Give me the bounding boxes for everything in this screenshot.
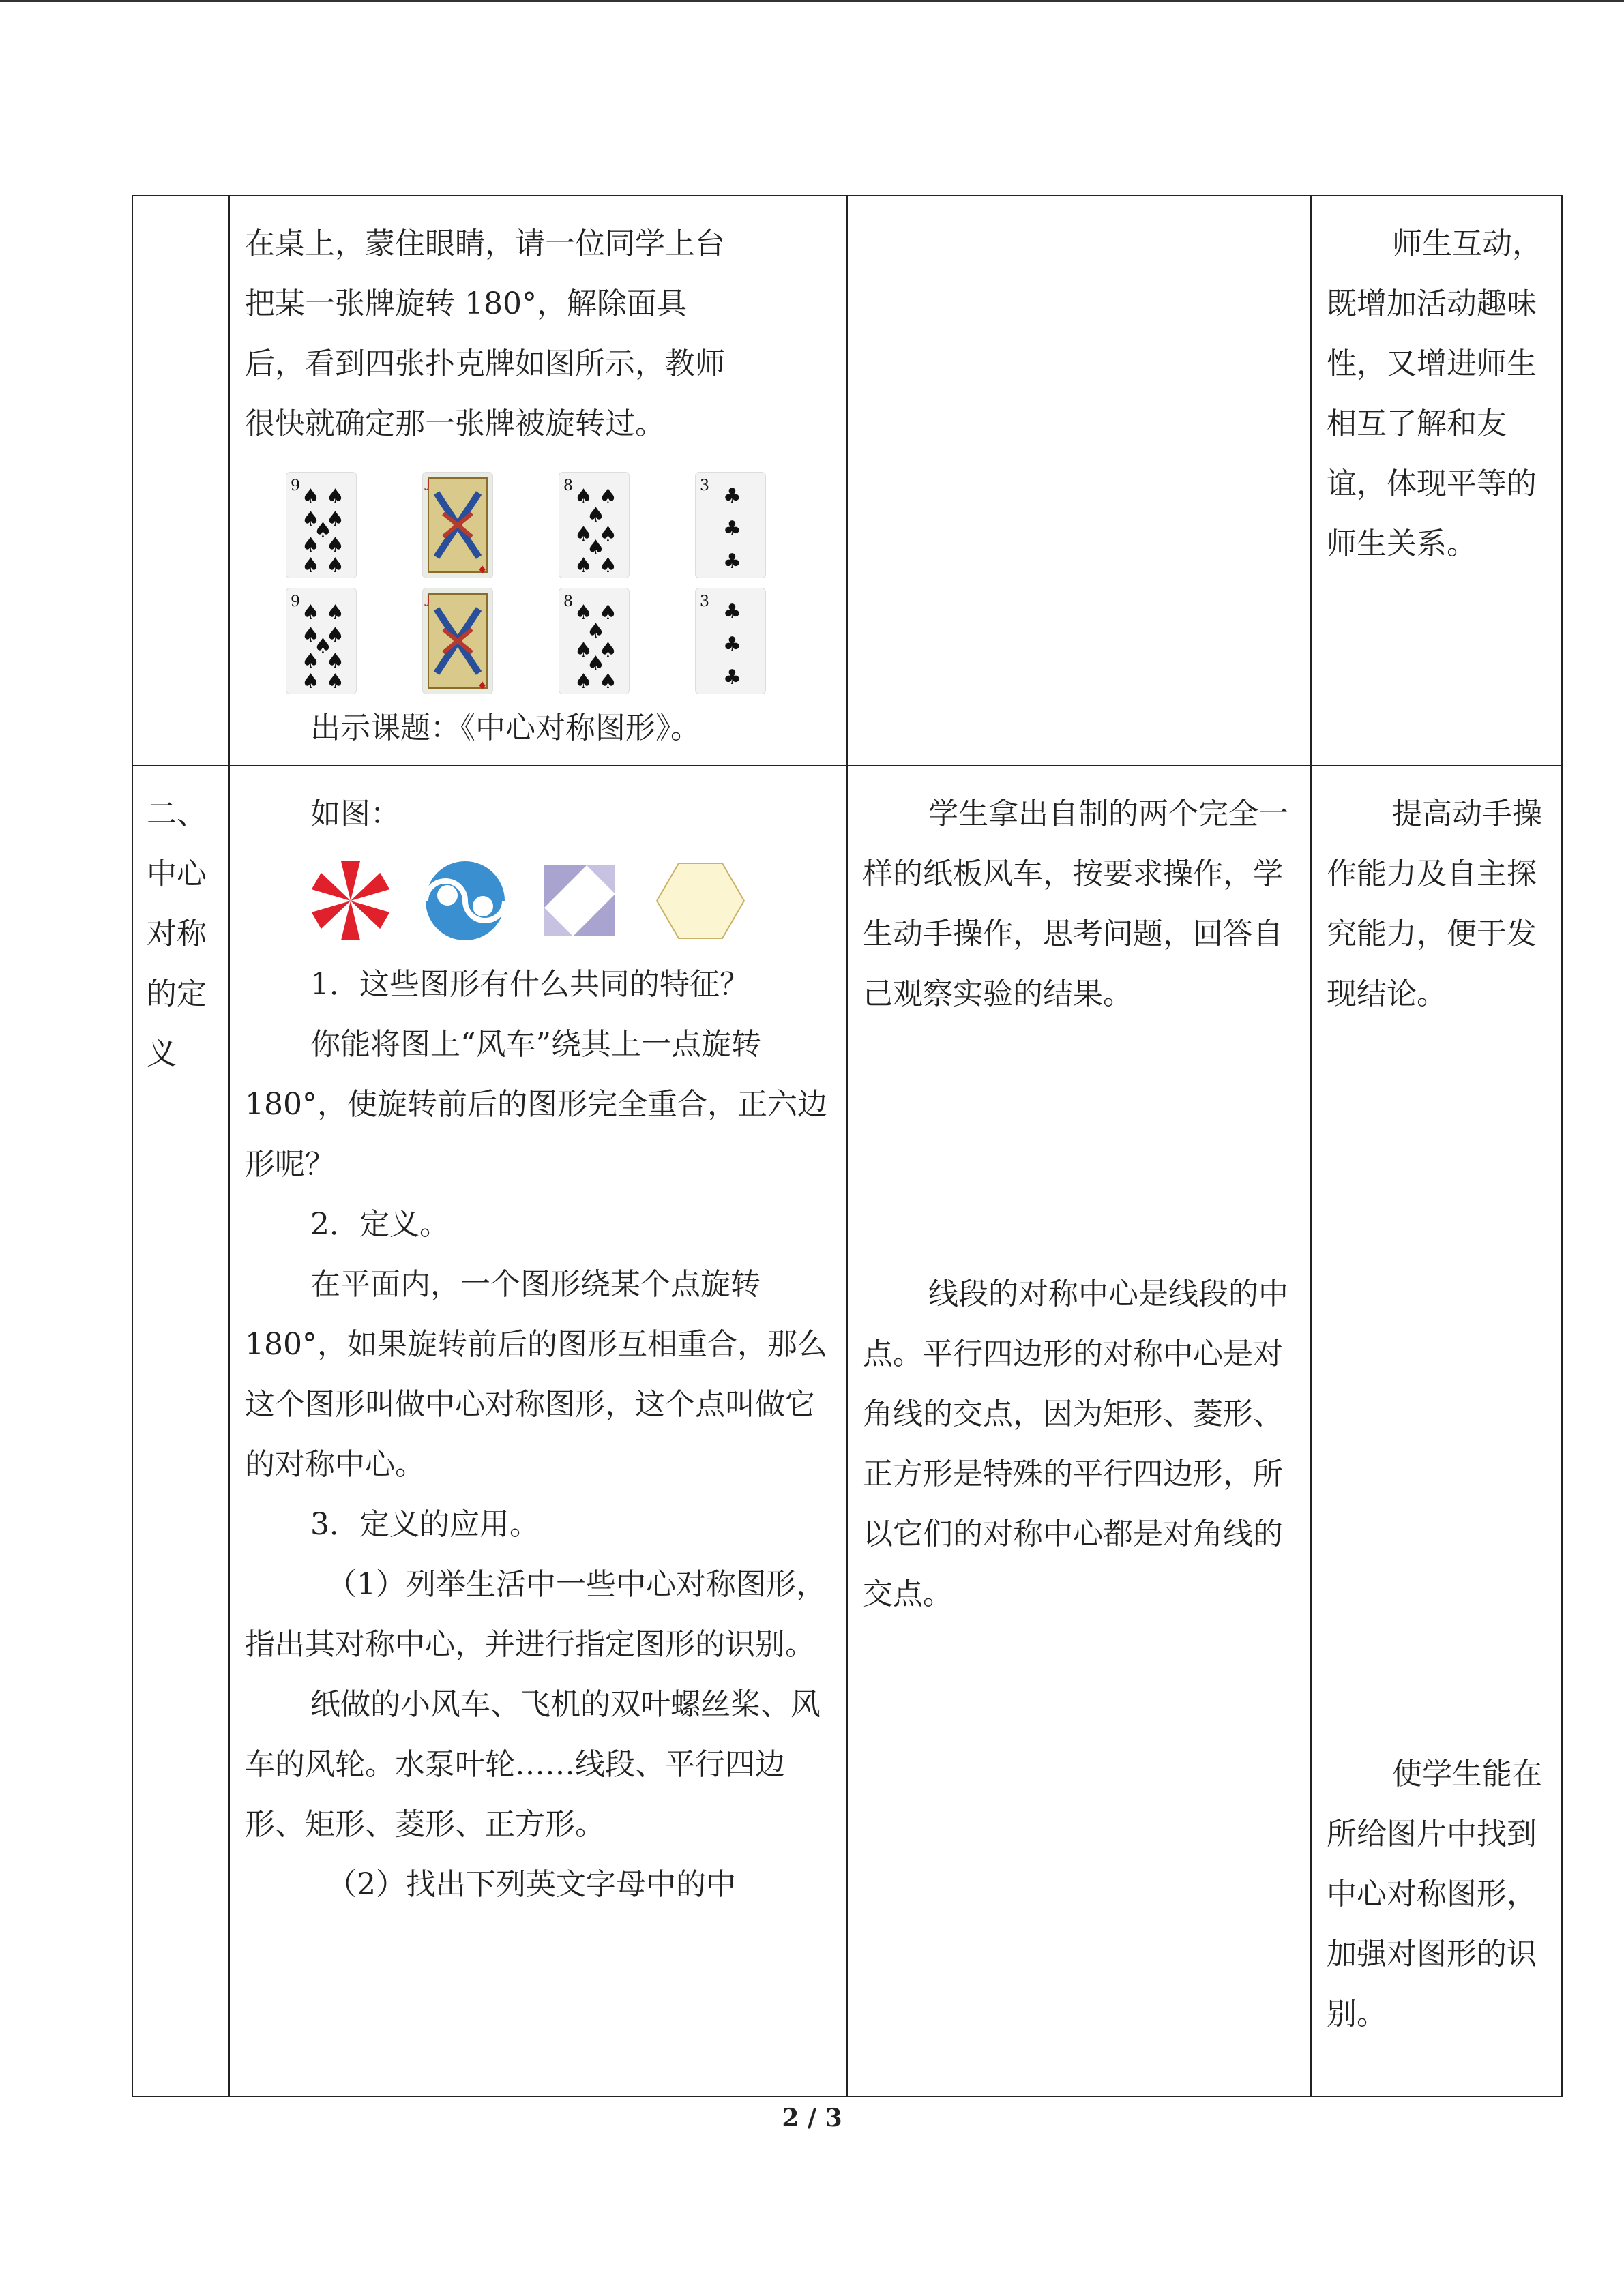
design-intent-cell <box>1311 196 1562 766</box>
svg-text:J: J <box>426 477 431 491</box>
spade-icon <box>286 588 357 694</box>
svg-text:♠: ♠ <box>587 652 605 676</box>
section-definition: 2．定义。 <box>310 1207 449 1242</box>
design-intent-text: 师生互动，既增加活动趣味性，又增进师生相互了解和友谊，体现平等的师生关系。 <box>1327 226 1542 561</box>
text-line: 很快就确定那一张牌被旋转过。 <box>245 406 665 441</box>
svg-text:9: 9 <box>291 593 300 610</box>
jack-face-card <box>422 472 493 578</box>
table-row <box>132 196 1562 766</box>
spade-icon <box>559 588 630 694</box>
svg-text:♠: ♠ <box>326 507 344 531</box>
svg-text:♠: ♠ <box>301 623 320 647</box>
design-intent-2: 使学生能在所给图片中找到中心对称图形，加强对图形的识别。 <box>1327 1757 1542 2031</box>
svg-text:♠: ♠ <box>301 485 320 509</box>
design-intent-1: 提高动手操作能力及自主探究能力，便于发现结论。 <box>1327 796 1542 1011</box>
svg-text:♠: ♠ <box>326 554 344 578</box>
svg-text:♠: ♠ <box>301 554 320 578</box>
svg-text:J: J <box>426 593 431 607</box>
svg-text:♠: ♠ <box>326 601 344 625</box>
svg-text:♠: ♠ <box>574 485 593 509</box>
svg-text:3: 3 <box>700 593 709 610</box>
stage-label: 中心 <box>147 856 207 891</box>
student-cell <box>847 196 1311 766</box>
text-line: 在桌上，蒙住眼睛，请一位同学上台 <box>245 226 725 261</box>
svg-text:♠: ♠ <box>326 485 344 509</box>
svg-text:♠: ♠ <box>301 649 320 673</box>
svg-text:♠: ♠ <box>599 485 617 509</box>
svg-text:♠: ♠ <box>574 670 593 694</box>
intro-text: 如图： <box>310 796 400 831</box>
definition-text: 在平面内，一个图形绕某个点旋转 180°，如果旋转前后的图形互相重合，那么这个图形叫做中心对称图形，这个点叫做它的对称中心。 <box>245 1267 827 1482</box>
stage-cell <box>132 196 229 766</box>
student-activity-2: 线段的对称中心是线段的中点。平行四边形的对称中心是对角线的交点，因为矩形、菱形、正方形是特殊的平行四边形，所以它们的对称中心都是对角线的交点。 <box>863 1277 1288 1611</box>
svg-text:♠: ♠ <box>574 522 593 546</box>
student-cell <box>847 766 1311 2096</box>
svg-text:♣: ♣ <box>723 633 741 657</box>
page-number: 2 / 3 <box>782 2104 842 2132</box>
table-row <box>132 766 1562 2096</box>
svg-text:♠: ♠ <box>301 670 320 694</box>
text-line: 后，看到四张扑克牌如图所示，教师 <box>245 346 725 381</box>
svg-text:♠: ♠ <box>301 601 320 625</box>
svg-text:♠: ♠ <box>587 503 605 527</box>
lesson-table <box>132 195 1563 2097</box>
club-icon <box>695 472 766 578</box>
svg-text:♣: ♣ <box>723 600 741 624</box>
svg-text:♠: ♠ <box>587 536 605 560</box>
svg-text:♠: ♠ <box>326 623 344 647</box>
spade-icon <box>286 472 357 578</box>
svg-text:♠: ♠ <box>599 638 617 662</box>
svg-text:8: 8 <box>563 477 573 494</box>
red-pinwheel-icon <box>309 859 392 942</box>
stage-label: 的定 <box>147 976 207 1011</box>
svg-text:♠: ♠ <box>301 507 320 531</box>
svg-text:♣: ♣ <box>723 484 741 508</box>
activity-cell <box>229 196 847 766</box>
blue-yin-yang-icon <box>424 859 507 942</box>
svg-text:♠: ♠ <box>314 518 332 542</box>
svg-text:♣: ♣ <box>723 550 741 573</box>
question-1-detail: 你能将图上“风车”绕其上一点旋转 180°，使旋转前后的图形完全重合，正六边形呢？ <box>245 1027 827 1182</box>
svg-text:♠: ♠ <box>599 601 617 625</box>
club-icon <box>695 588 766 694</box>
svg-text:9: 9 <box>291 477 300 494</box>
hexagon-icon <box>653 859 748 942</box>
stage-cell <box>132 766 229 2096</box>
svg-text:♦: ♦ <box>477 679 488 692</box>
svg-text:♠: ♠ <box>587 619 605 643</box>
playing-cards <box>245 454 831 698</box>
question-1: 1．这些图形有什么共同的特征？ <box>310 967 750 1002</box>
svg-text:♠: ♠ <box>574 554 593 578</box>
application-2: （2）找出下列英文字母中的中 <box>327 1867 736 1902</box>
svg-text:♦: ♦ <box>477 563 488 576</box>
svg-text:♠: ♠ <box>314 634 332 658</box>
svg-text:♣: ♣ <box>723 666 741 689</box>
svg-text:♣: ♣ <box>723 517 741 541</box>
svg-text:♠: ♠ <box>599 522 617 546</box>
stage-label: 二、 <box>147 796 207 831</box>
student-activity-1: 学生拿出自制的两个完全一样的纸板风车，按要求操作，学生动手操作，思考问题，回答自己观察实验的结果。 <box>863 796 1288 1011</box>
svg-text:8: 8 <box>563 593 573 610</box>
svg-text:♠: ♠ <box>599 554 617 578</box>
caption: 出示课题：《中心对称图形》。 <box>310 711 700 745</box>
svg-text:♠: ♠ <box>326 533 344 557</box>
svg-text:♠: ♠ <box>301 533 320 557</box>
spade-icon <box>559 472 630 578</box>
lavender-triangles-icon <box>538 859 621 942</box>
svg-text:3: 3 <box>700 477 709 494</box>
svg-text:♠: ♠ <box>599 670 617 694</box>
symmetric-figures <box>245 844 831 955</box>
svg-text:♠: ♠ <box>326 670 344 694</box>
application-1: （1）列举生活中一些中心对称图形，指出其对称中心，并进行指定图形的识别。 <box>245 1567 826 1662</box>
svg-text:♠: ♠ <box>326 649 344 673</box>
stage-label: 义 <box>147 1037 177 1071</box>
examples-text: 纸做的小风车、飞机的双叶螺丝桨、风车的风轮。水泵叶轮……线段、平行四边形、矩形、菱形、正方形。 <box>245 1687 821 1842</box>
stage-label: 对称 <box>147 916 207 951</box>
top-border <box>0 0 1624 2</box>
jack-face-card <box>422 588 493 694</box>
design-intent-cell <box>1311 766 1562 2096</box>
text-line: 把某一张牌旋转 180°，解除面具 <box>245 286 687 321</box>
svg-text:♠: ♠ <box>574 601 593 625</box>
activity-cell <box>229 766 847 2096</box>
svg-text:♠: ♠ <box>574 638 593 662</box>
section-application: 3．定义的应用。 <box>310 1507 540 1542</box>
